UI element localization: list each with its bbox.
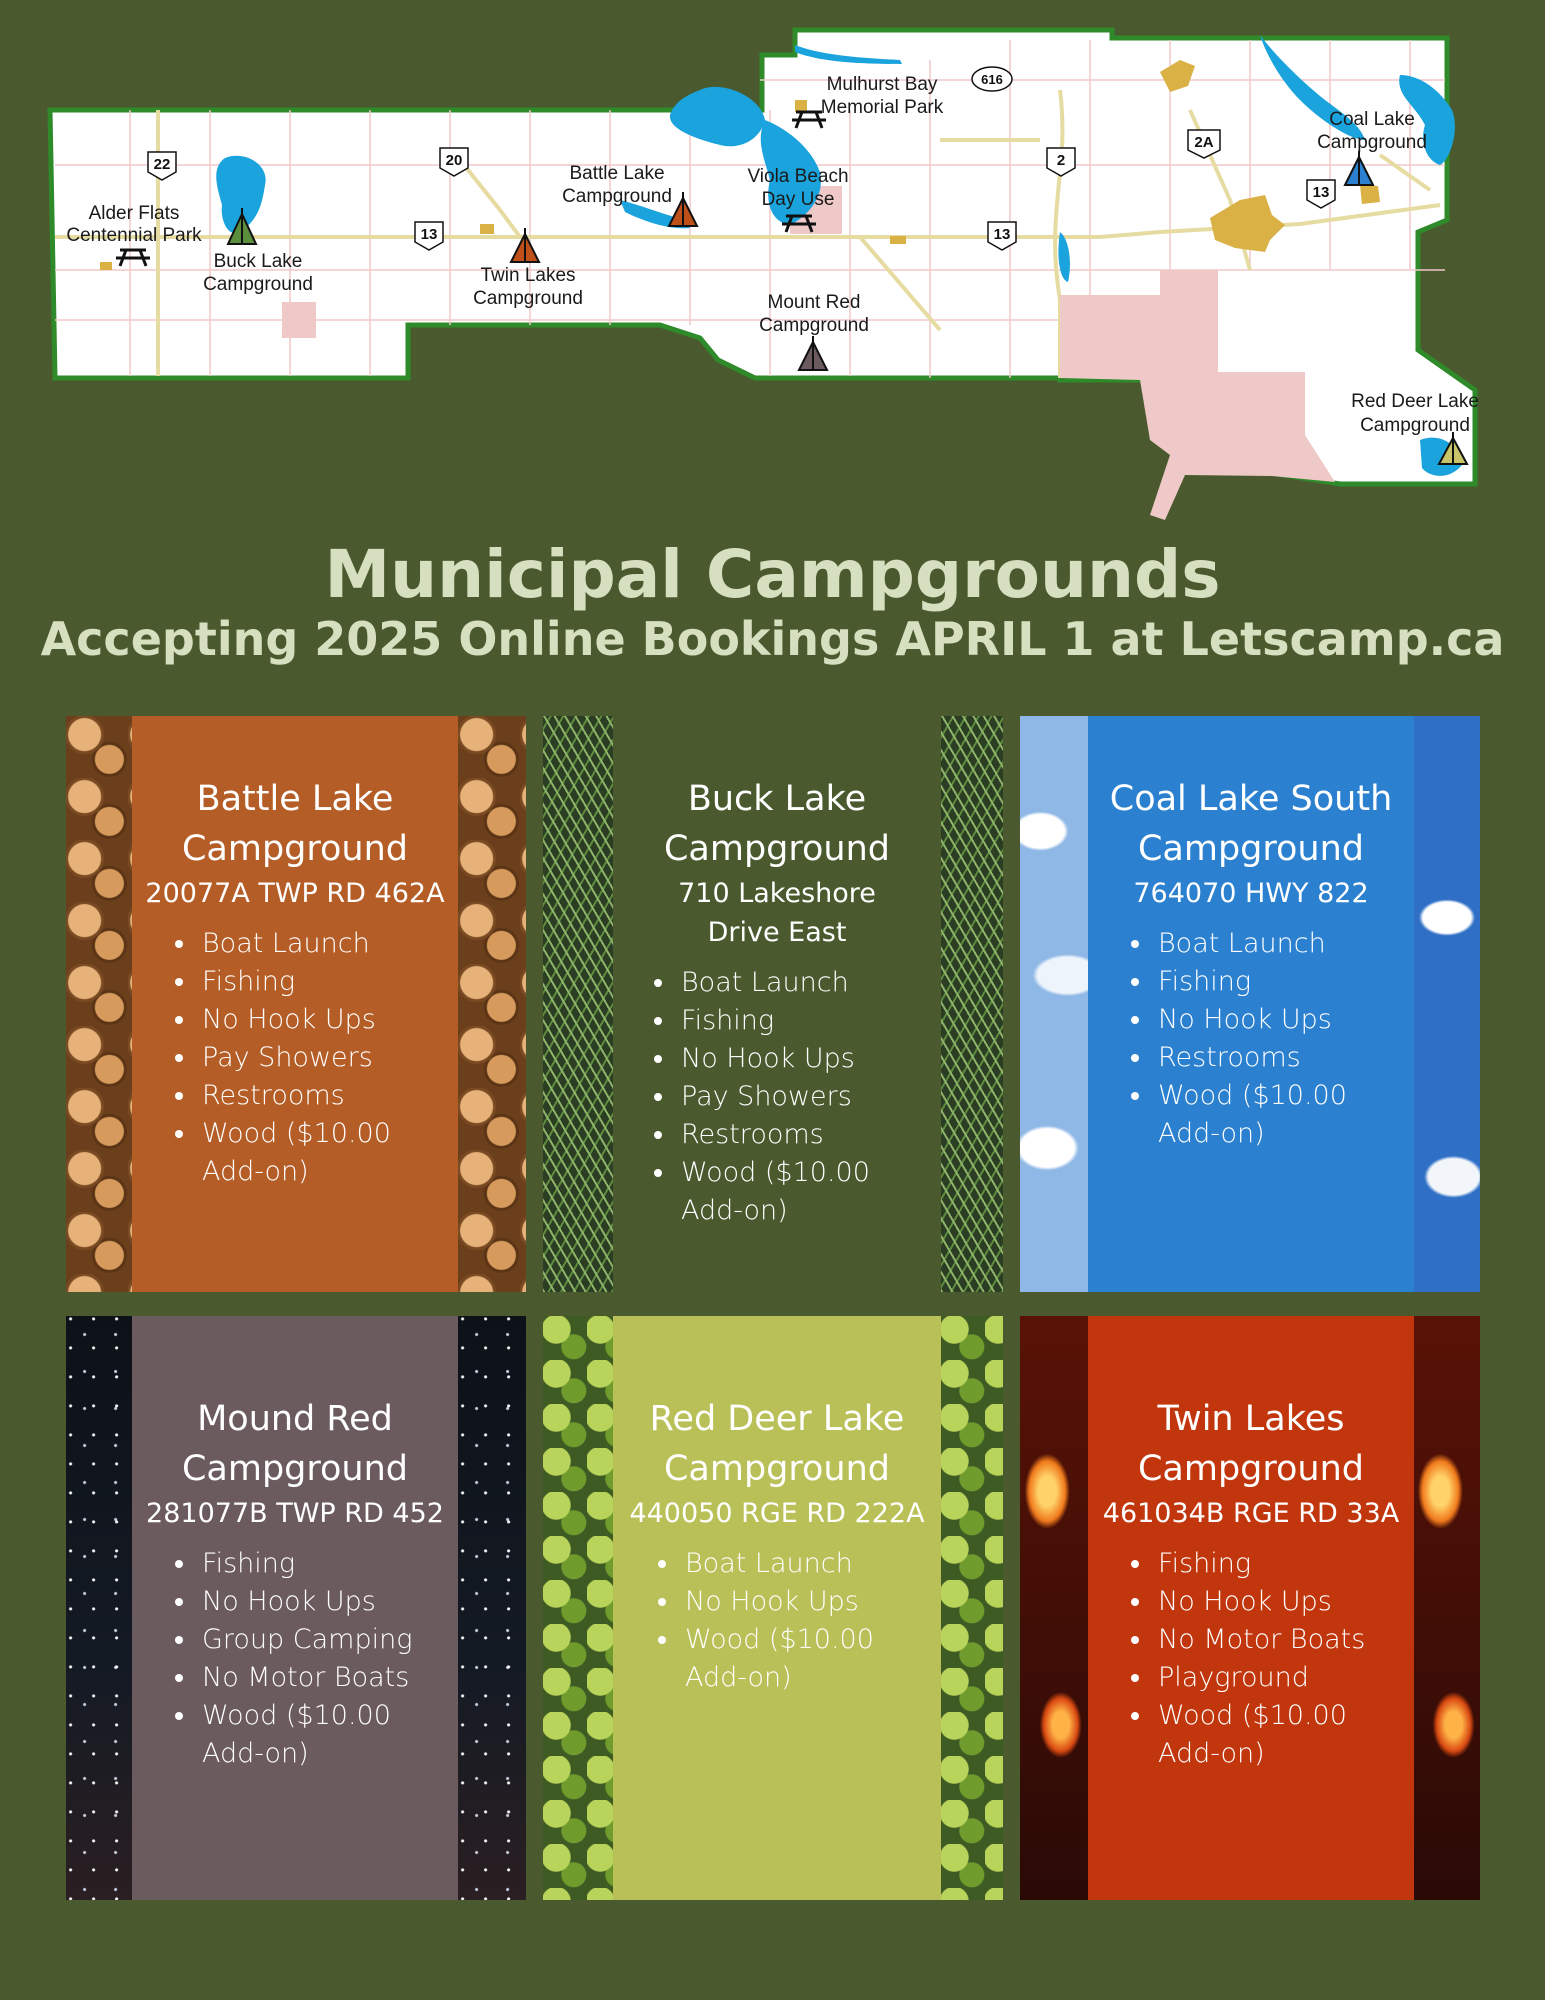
texture-strip-left bbox=[66, 716, 132, 1292]
mulhurst-label-line2: Memorial Park bbox=[820, 97, 944, 118]
page-subtitle: Accepting 2025 Online Bookings APRIL 1 at Letscamp.ca bbox=[40, 612, 1505, 666]
campground-card-battle-lake bbox=[66, 716, 526, 1292]
alder-flats-label-line1: Alder Flats bbox=[88, 203, 180, 224]
twin-lakes-label-line1: Twin Lakes bbox=[480, 265, 576, 286]
svg-text:22: 22 bbox=[153, 156, 171, 173]
card-panel bbox=[613, 716, 941, 1292]
texture-strip-right bbox=[458, 1316, 526, 1900]
svg-text:13: 13 bbox=[420, 226, 438, 243]
red-deer-lake-label-line1: Red Deer Lake bbox=[1351, 391, 1479, 412]
svg-text:20: 20 bbox=[445, 152, 463, 169]
list-item: • Wood ($10.00 Add-on) bbox=[677, 1154, 941, 1230]
list-item: • Boat Launch bbox=[198, 925, 458, 963]
buck-lake-label-line2: Campground bbox=[203, 274, 313, 295]
card-title: Coal Lake South Campground bbox=[1109, 779, 1393, 869]
texture-strip-left bbox=[543, 1316, 613, 1900]
card-title: Twin Lakes Campground bbox=[1137, 1399, 1365, 1489]
card-panel bbox=[132, 1316, 458, 1900]
list-item: • No Hook Ups bbox=[198, 1001, 458, 1039]
mount-red-label-line2: Campground bbox=[759, 315, 869, 336]
battle-lake-label-line1: Battle Lake bbox=[569, 163, 665, 184]
red-deer-lake-label-line2: Campground bbox=[1360, 415, 1470, 436]
card-title: Buck Lake Campground bbox=[663, 779, 891, 869]
card-address: 461034B RGE RD 33A bbox=[1102, 1498, 1400, 1529]
page-title: Municipal Campgrounds bbox=[324, 536, 1221, 613]
list-item: • Fishing bbox=[1154, 1545, 1414, 1583]
texture-strip-left bbox=[1020, 716, 1088, 1292]
amenities-list bbox=[613, 964, 941, 1230]
list-item: • Wood ($10.00 Add-on) bbox=[1154, 1697, 1414, 1773]
list-item: • Wood ($10.00 Add-on) bbox=[198, 1115, 458, 1191]
battle-lake-label-line2: Campground bbox=[562, 186, 672, 207]
card-address: 764070 HWY 822 bbox=[1133, 878, 1369, 909]
texture-strip-right bbox=[1414, 1316, 1480, 1900]
card-title: Battle Lake Campground bbox=[181, 779, 409, 869]
texture-strip-left bbox=[66, 1316, 132, 1900]
list-item: • Playground bbox=[1154, 1659, 1414, 1697]
highway-616-shield bbox=[972, 67, 1012, 91]
texture-strip-left bbox=[1020, 1316, 1088, 1900]
texture-strip-right bbox=[941, 716, 1003, 1292]
texture-strip-right bbox=[941, 1316, 1003, 1900]
campground-card-twin-lakes bbox=[1020, 1316, 1480, 1900]
texture-strip-right bbox=[1414, 716, 1480, 1292]
list-item: • No Hook Ups bbox=[1154, 1583, 1414, 1621]
coal-lake-label-line1: Coal Lake bbox=[1329, 109, 1415, 130]
alder-flats-label-line2: Centennial Park bbox=[66, 225, 202, 246]
svg-text:616: 616 bbox=[981, 72, 1003, 87]
texture-strip-left bbox=[543, 716, 613, 1292]
mulhurst-label-line1: Mulhurst Bay bbox=[826, 74, 938, 95]
amenities-list bbox=[1088, 1545, 1414, 1773]
list-item: • Pay Showers bbox=[198, 1039, 458, 1077]
list-item: • No Motor Boats bbox=[198, 1659, 458, 1697]
amenities-list bbox=[132, 925, 458, 1191]
svg-text:2: 2 bbox=[1056, 152, 1066, 169]
card-panel bbox=[613, 1316, 941, 1900]
list-item: • Fishing bbox=[198, 1545, 458, 1583]
buck-lake-label-line1: Buck Lake bbox=[213, 251, 303, 272]
list-item: • No Hook Ups bbox=[681, 1583, 941, 1621]
campground-card-coal-lake-south bbox=[1020, 716, 1480, 1292]
card-address: 710 Lakeshore Drive East bbox=[678, 878, 876, 948]
list-item: • Fishing bbox=[677, 1002, 941, 1040]
svg-text:13: 13 bbox=[993, 226, 1011, 243]
coal-lake-label-line2: Campground bbox=[1317, 132, 1427, 153]
card-title: Mound Red Campground bbox=[181, 1399, 409, 1489]
svg-text:2A: 2A bbox=[1194, 134, 1214, 151]
list-item: • No Hook Ups bbox=[198, 1583, 458, 1621]
list-item: • Pay Showers bbox=[677, 1078, 941, 1116]
list-item: • No Hook Ups bbox=[677, 1040, 941, 1078]
amenities-list bbox=[613, 1545, 941, 1697]
svg-text:13: 13 bbox=[1312, 184, 1330, 201]
list-item: • Fishing bbox=[198, 963, 458, 1001]
amenities-list bbox=[1088, 925, 1414, 1153]
card-title: Red Deer Lake Campground bbox=[649, 1399, 905, 1489]
card-address: 281077B TWP RD 452 bbox=[146, 1498, 444, 1529]
list-item: • Fishing bbox=[1154, 963, 1414, 1001]
card-panel bbox=[132, 716, 458, 1292]
texture-strip-right bbox=[458, 716, 526, 1292]
campground-card-red-deer-lake bbox=[543, 1316, 1003, 1900]
list-item: • Wood ($10.00 Add-on) bbox=[681, 1621, 941, 1697]
list-item: • Restrooms bbox=[677, 1116, 941, 1154]
list-item: • Restrooms bbox=[1154, 1039, 1414, 1077]
list-item: • Boat Launch bbox=[681, 1545, 941, 1583]
list-item: • No Hook Ups bbox=[1154, 1001, 1414, 1039]
list-item: • Boat Launch bbox=[1154, 925, 1414, 963]
campground-card-mound-red bbox=[66, 1316, 526, 1900]
mount-red-label-line1: Mount Red bbox=[767, 292, 861, 313]
card-panel bbox=[1088, 716, 1414, 1292]
list-item: • Wood ($10.00 Add-on) bbox=[198, 1697, 458, 1773]
list-item: • No Motor Boats bbox=[1154, 1621, 1414, 1659]
list-item: • Group Camping bbox=[198, 1621, 458, 1659]
twin-lakes-label-line2: Campground bbox=[473, 288, 583, 309]
list-item: • Restrooms bbox=[198, 1077, 458, 1115]
card-address: 20077A TWP RD 462A bbox=[145, 878, 445, 909]
county-map bbox=[0, 0, 1545, 540]
viola-beach-label-line1: Viola Beach bbox=[747, 166, 849, 187]
list-item: • Wood ($10.00 Add-on) bbox=[1154, 1077, 1414, 1153]
list-item: • Boat Launch bbox=[677, 964, 941, 1002]
viola-beach-label-line2: Day Use bbox=[761, 189, 835, 210]
card-address: 440050 RGE RD 222A bbox=[629, 1498, 925, 1529]
card-panel bbox=[1088, 1316, 1414, 1900]
campground-card-buck-lake bbox=[543, 716, 1003, 1292]
amenities-list bbox=[132, 1545, 458, 1773]
